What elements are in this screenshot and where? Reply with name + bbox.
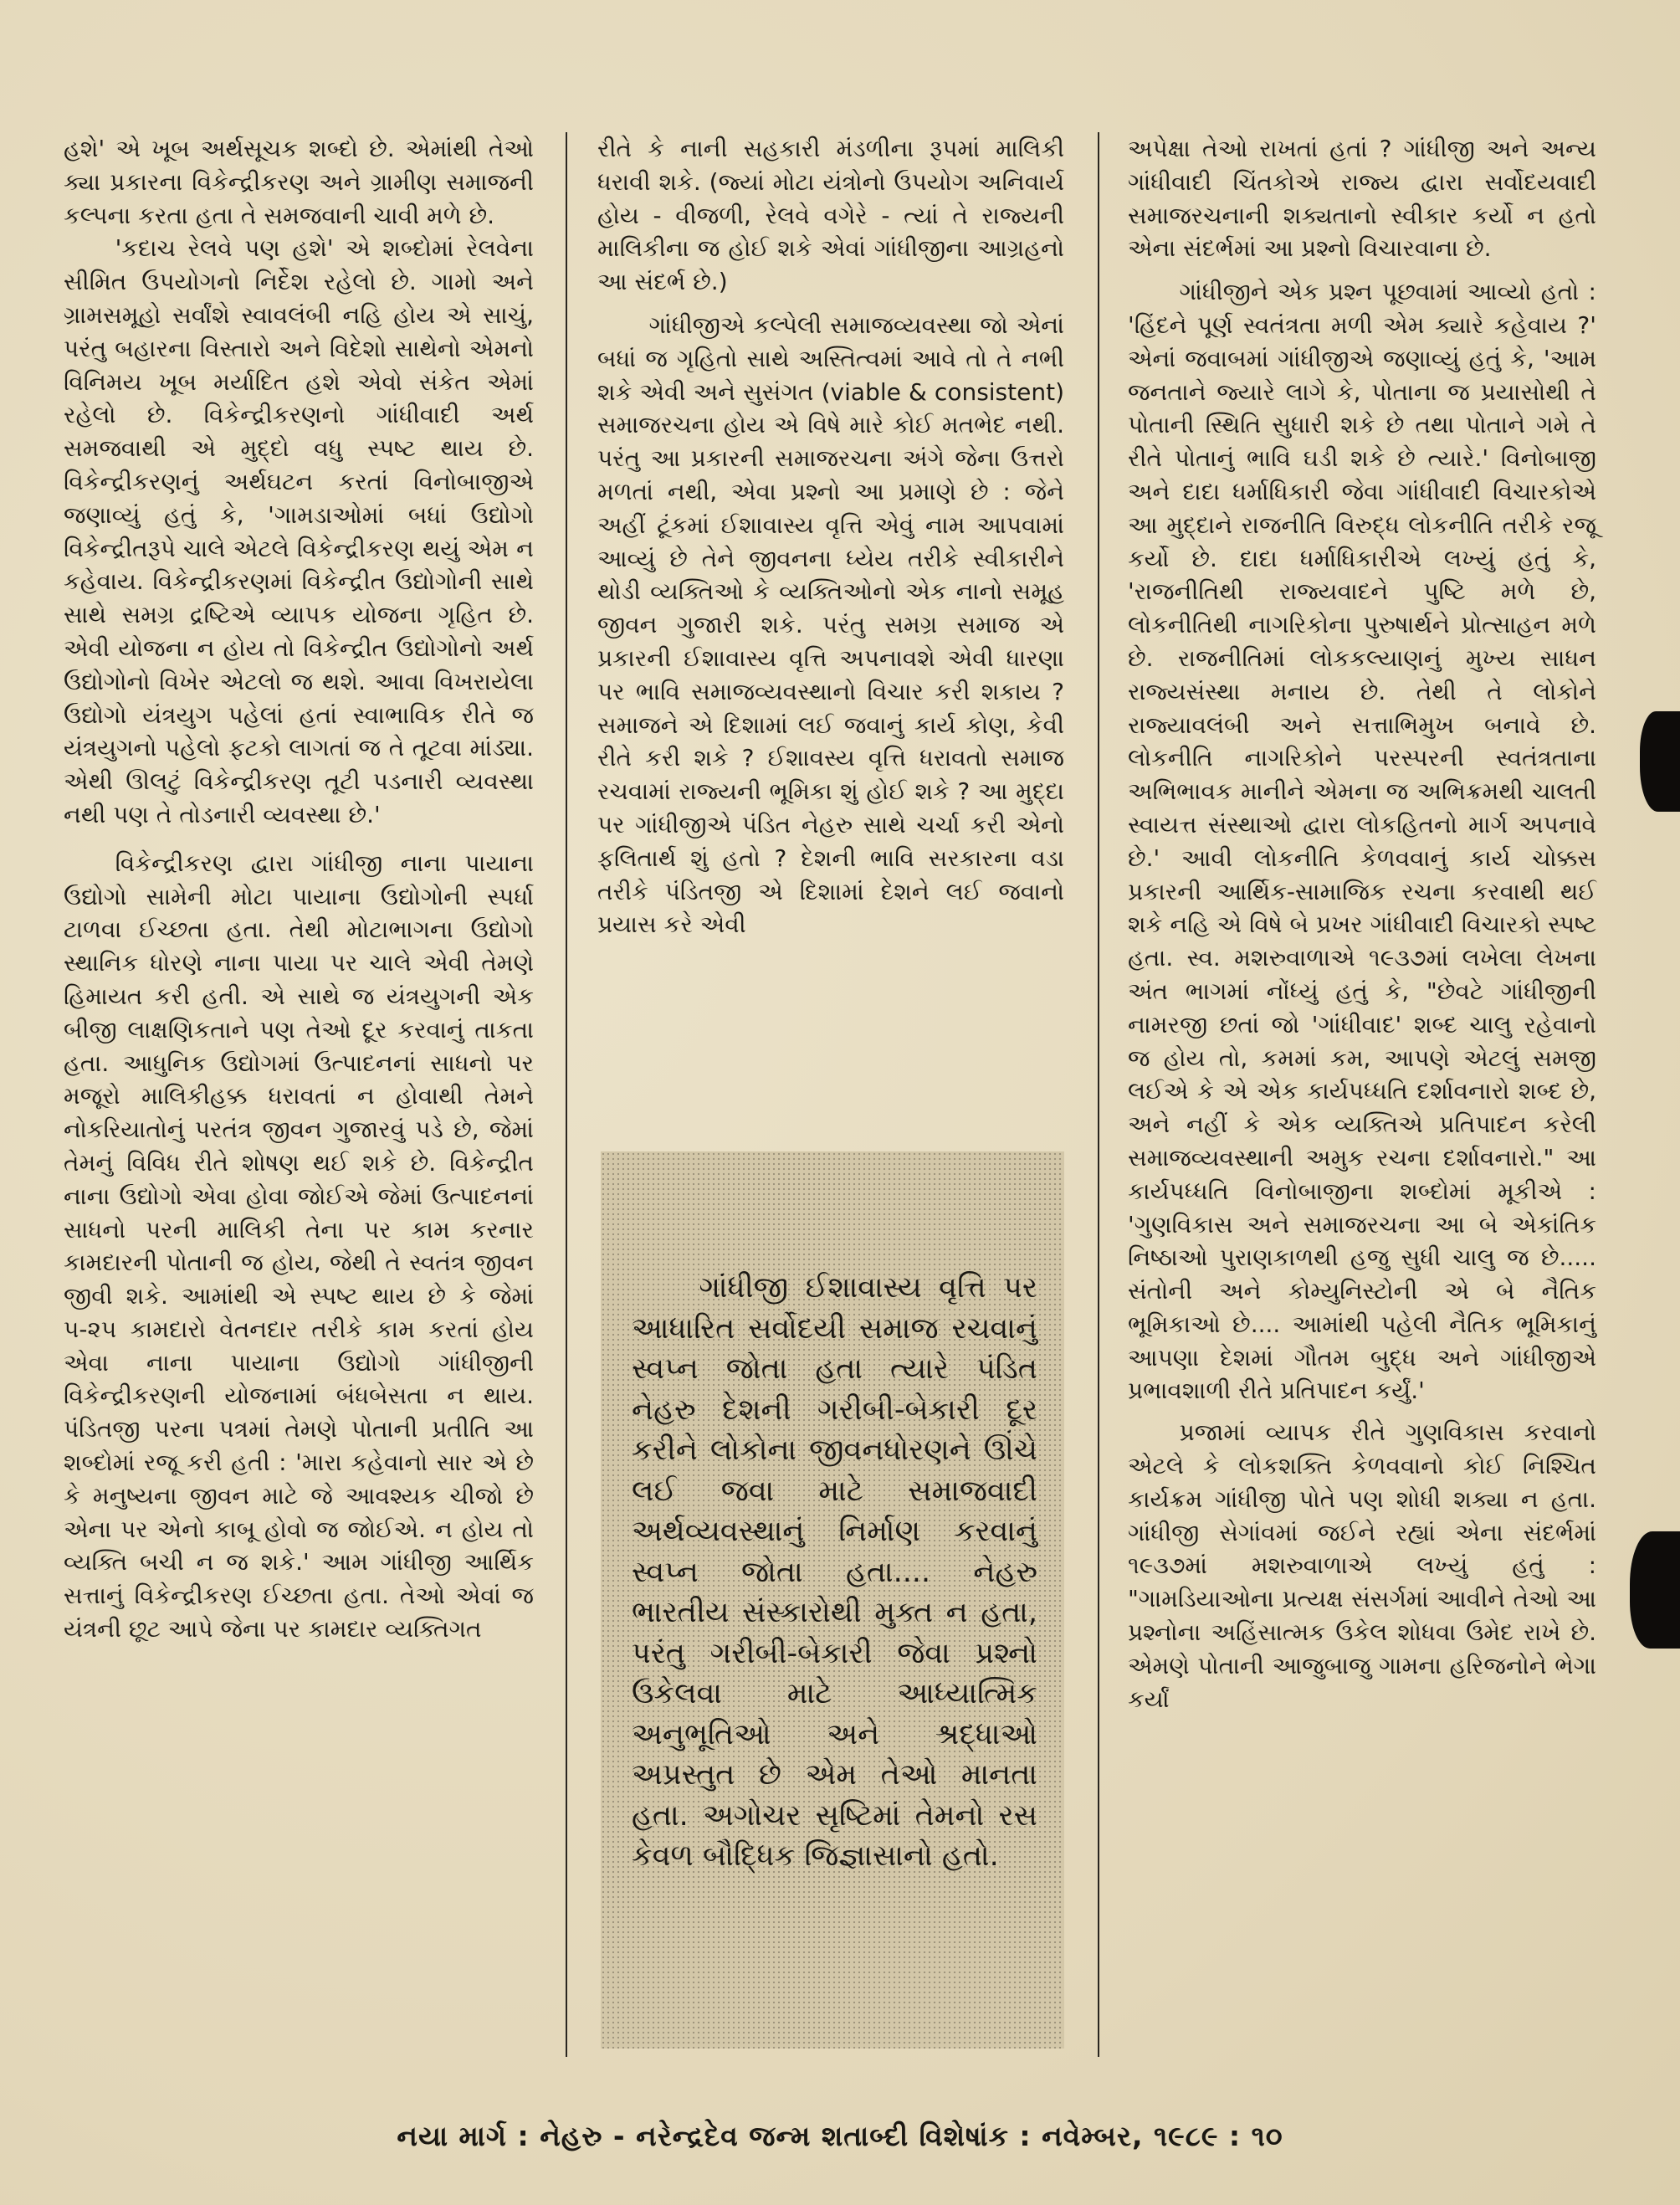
column1-paragraph-3: વિકેન્દ્રીકરણ દ્વારા ગાંધીજી નાના પાયાના ઉદ્યોગો સામેની મોટા પાયાના ઉદ્યોગોની સ્પર્ધા ટાળવા ઈચ્છતા હતા. તેથી મોટાભાગના ઉદ્યોગો સ્થાનિક ધોરણે નાના પાયા પર ચાલે એવી તેમણે હિમાયત કરી હતી. એ સાથે જ યંત્રયુગની એક બીજી લાક્ષણિકતાને પણ તેઓ દૂર કરવાનું તાકતા હતા. આધુનિક ઉદ્યોગમાં ઉત્પાદનનાં સાધનો પર મજૂરો માલિકીહક્ક ધરાવતાં ન હોવાથી તેમને નોકરિયાતોનું પરતંત્ર જીવન ગુજારવું પડે છે, જેમાં તેમનું વિવિધ રીતે શોષણ થઈ શકે છે. વિકેન્દ્રીત નાના ઉદ્યોગો એવા હોવા જોઈએ જેમાં ઉત્પાદનનાં સાધનો પરની માલિકી તેના પર કામ કરનાર કામદારની પોતાની જ હોય, જેથી તે સ્વતંત્ર જીવન જીવી શકે. આમાંથી એ સ્પષ્ટ થાય છે કે જેમાં ૫-૨૫ કામદારો વેતનદાર તરીકે કામ કરતાં હોય એવા નાના પાયાના ઉદ્યોગો ગાંધીજીની વિકેન્દ્રીકરણની યોજનામાં બંધબેસતા ન થાય. પંડિતજી પરના પત્રમાં તેમણે પોતાની પ્રતીતિ આ શબ્દોમાં રજૂ કરી હતી : 'મારા કહેવાનો સાર એ છે કે મનુષ્યના જીવન માટે જે આવશ્યક ચીજો છે એના પર એનો કાબૂ હોવો જ જોઈએ. ન હોય તો વ્યક્તિ બચી ન જ શકે.' આમ ગાંધીજી આર્થિક સત્તાનું વિકેન્દ્રીકરણ ઈચ્છતા હતા. તેઓ એવાં જ યંત્રની છૂટ આપે જેના પર કામદાર વ્યક્તિગત: [64, 849, 534, 1643]
column1-paragraph-2: 'કદાચ રેલવે પણ હશે' એ શબ્દોમાં રેલવેના સીમિત ઉપયોગનો નિર્દેશ રહેલો છે. ગામો અને ગ્રામસમૂહો સર્વાંશે સ્વાવલંબી નહિ હોય એ સાચું, પરંતુ બહારના વિસ્તારો અને વિદેશો સાથેનો એમનો વિનિમય ખૂબ મર્યાદિત હશે એવો સંકેત એમાં રહેલો છે. વિકેન્દ્રીકરણનો ગાંધીવાદી અર્થ સમજવાથી એ મુદ્દો વધુ સ્પષ્ટ થાય છે. વિકેન્દ્રીકરણનું અર્થઘટન કરતાં વિનોબાજીએ જણાવ્યું હતું કે, 'ગામડાઓમાં બધાં ઉદ્યોગો વિકેન્દ્રીતરૂપે ચાલે એટલે વિકેન્દ્રીકરણ થયું એમ ન કહેવાય. વિકેન્દ્રીકરણમાં વિકેન્દ્રીત ઉદ્યોગોની સાથે સાથે સમગ્ર દ્રષ્ટિએ વ્યાપક યોજના ગૃહિત છે. એવી યોજના ન હોય તો વિકેન્દ્રીત ઉદ્યોગોનો અર્થ ઉદ્યોગોનો વિખેર એટલો જ થશે. આવા વિખરાયેલા ઉદ્યોગો યંત્રયુગ પહેલાં હતાં સ્વાભાવિક રીતે જ યંત્રયુગનો પહેલો ફટકો લાગતાં જ તે તૂટવા માંડ્યા. એથી ઊલટું વિકેન્દ્રીકરણ તૂટી પડનારી વ્યવસ્થા નથી પણ તે તોડનારી વ્યવસ્થા છે.': [64, 234, 534, 828]
column3-paragraph-3: પ્રજામાં વ્યાપક રીતે ગુણવિકાસ કરવાનો એટલે કે લોકશક્તિ કેળવવાનો કોઈ નિશ્ચિત કાર્યક્રમ ગાંધીજી પોતે પણ શોધી શક્યા ન હતા. ગાંધીજી સેગાંવમાં જઈને રહ્યાં એના સંદર્ભમાં ૧૯૩૭માં મશરુવાળાએ લખ્યું હતું : "ગામડિયાઓના પ્રત્યક્ષ સંસર્ગમાં આવીને તેઓ આ પ્રશ્નોના અહિંસાત્મક ઉકેલ શોધવા ઉમેદ રાખે છે. એમણે પોતાની આજુબાજુ ગામના હરિજનોને ભેગા કર્યાં: [1128, 1418, 1596, 1713]
pull-quote-text: ગાંધીજી ઈશાવાસ્ય વૃત્તિ પર આધારિત સર્વોદયી સમાજ રચવાનું સ્વપ્ન જોતા હતા ત્યારે પંડિત નેહરુ દેશની ગરીબી-બેકારી દૂર કરીને લોકોના જીવનધોરણને ઊંચે લઈ જવા માટે સમાજવાદી અર્થવ્યવસ્થાનું નિર્માણ કરવાનું સ્વપ્ન જોતા હતા.... નેહરુ ભારતીય સંસ્કારોથી મુક્ત ન હતા, પરંતુ ગરીબી-બેકારી જેવા પ્રશ્નો ઉકેલવા માટે આધ્યાત્મિક અનુભૂતિઓ અને શ્રદ્ધાઓ અપ્રસ્તુત છે એમ તેઓ માનતા હતા. અગોચર સૃષ્ટિમાં તેમનો રસ કેવળ બૌદ્ધિક જિજ્ઞાસાનો હતો.: [632, 1271, 1037, 1873]
column2-paragraph-2: ગાંધીજીએ કલ્પેલી સમાજવ્યવસ્થા જો એનાં બધાં જ ગૃહિતો સાથે અસ્તિત્વમાં આવે તો તે નભી શકે એવી અને સુસંગત (viable & consistent) સમાજરચના હોય એ વિષે મારે કોઈ મતભેદ નથી. પરંતુ આ પ્રકારની સમાજરચના અંગે જેના ઉત્તરો મળતાં નથી, એવા પ્રશ્નો આ પ્રમાણે છે : જેને અહીં ટૂંકમાં ઈશાવાસ્ય વૃત્તિ એવું નામ આપવામાં આવ્યું છે તેને જીવનના ધ્યેય તરીકે સ્વીકારીને થોડી વ્યક્તિઓ કે વ્યક્તિઓનો એક નાનો સમૂહ જીવન ગુજારી શકે. પરંતુ સમગ્ર સમાજ એ પ્રકારની ઈશાવાસ્ય વૃત્તિ અપનાવશે એવી ધારણા પર ભાવિ સમાજવ્યવસ્થાનો વિચાર કરી શકાય ? સમાજને એ દિશામાં લઈ જવાનું કાર્ય કોણ, કેવી રીતે કરી શકે ? ઈશાવસ્ય વૃત્તિ ધરાવતો સમાજ રચવામાં રાજ્યની ભૂમિકા શું હોઈ શકે ? આ મુદ્દા પર ગાંધીજીએ પંડિત નેહરુ સાથે ચર્ચા કરી એનો ફલિતાર્થ શું હતો ? દેશની ભાવિ સરકારના વડા તરીકે પંડિતજી એ દિશામાં દેશને લઈ જવાનો પ્રયાસ કરે એવી: [597, 310, 1064, 939]
page-footer: નયા માર્ગ : નેહરુ - નરેન્દ્રદેવ જન્મ શતાબ્દી વિશેષાંક : નવેમ્બર, ૧૯૮૯ : ૧૦: [397, 2120, 1283, 2152]
text-column-3: [1128, 132, 1596, 1715]
column3-paragraph-1: અપેક્ષા તેઓ રાખતાં હતાં ? ગાંધીજી અને અન્ય ગાંધીવાદી ચિંતકોએ રાજ્ય દ્વારા સર્વોદયવાદી સમાજરચનાની શક્યતાનો સ્વીકાર કર્યો ન હતો એના સંદર્ભમાં આ પ્રશ્નો વિચારવાના છે.: [1128, 135, 1596, 263]
pull-quote: [632, 1268, 1037, 1877]
text-column-2: [597, 132, 1064, 941]
text-column-1: [64, 132, 534, 1646]
column3-paragraph-2: ગાંધીજીને એક પ્રશ્ન પૂછવામાં આવ્યો હતો : 'હિંદને પૂર્ણ સ્વતંત્રતા મળી એમ ક્યારે કહેવાય ?' એનાં જવાબમાં ગાંધીજીએ જણાવ્યું હતું કે, 'આમ જનતાને જ્યારે લાગે કે, પોતાના જ પ્રયાસોથી તે પોતાની સ્થિતિ સુધારી શકે છે તથા પોતાને ગમે તે રીતે પોતાનું ભાવિ ઘડી શકે છે ત્યારે.' વિનોબાજી અને દાદા ધર્માધિકારી જેવા ગાંધીવાદી વિચારકોએ આ મુદ્દાને રાજનીતિ વિરુદ્ધ લોકનીતિ તરીકે રજૂ કર્યો છે. દાદા ધર્માધિકારીએ લખ્યું હતું કે, 'રાજનીતિથી રાજ્યવાદને પુષ્ટિ મળે છે, લોકનીતિથી નાગરિકોના પુરુષાર્થને પ્રોત્સાહન મળે છે. રાજનીતિમાં લોકકલ્યાણનું મુખ્ય સાધન રાજ્યસંસ્થા મનાય છે. તેથી તે લોકોને રાજ્યાવલંબી અને સત્તાભિમુખ બનાવે છે. લોકનીતિ નાગરિકોને પરસ્પરની સ્વતંત્રતાના અભિભાવક માનીને એમના જ અભિક્રમથી ચાલતી સ્વાયત્ત સંસ્થાઓ દ્વારા લોકહિતનો માર્ગ અપનાવે છે.' આવી લોકનીતિ કેળવવાનું કાર્ય ચોક્કસ પ્રકારની આર્થિક-સામાજિક રચના કરવાથી થઈ શકે નહિ એ વિષે બે પ્રખર ગાંધીવાદી વિચારકો સ્પષ્ટ હતા. સ્વ. મશરુવાળાએ ૧૯૩૭માં લખેલા લેખના અંત ભાગમાં નોંધ્યું હતું કે, "છેવટે ગાંધીજીની નામરજી છતાં જો 'ગાંધીવાદ' શબ્દ ચાલુ રહેવાનો જ હોય તો, કમમાં કમ, આપણે એટલું સમજી લઈએ કે એ એક કાર્યપધ્ધતિ દર્શાવનારો શબ્દ છે, અને નહીં કે એક વ્યક્તિએ પ્રતિપાદન કરેલી સમાજવ્યવસ્થાની અમુક રચના દર્શાવનારો." આ કાર્યપધ્ધતિ વિનોબાજીના શબ્દોમાં મૂકીએ : 'ગુણવિકાસ અને સમાજરચના આ બે એકાંતિક નિષ્ઠાઓ પુરાણકાળથી હજુ સુધી ચાલુ જ છે..... સંતોની અને કોમ્યુનિસ્ટોની એ બે નૈતિક ભૂમિકાઓ છે.... આમાંથી પહેલી નૈતિક ભૂમિકાનું આપણા દેશમાં ગૌતમ બુદ્ધ અને ગાંધીજીએ પ્રભાવશાળી રીતે પ્રતિપાદન કર્યું.': [1128, 278, 1596, 1405]
column1-paragraph-1: હશે' એ ખૂબ અર્થસૂચક શબ્દો છે. એમાંથી તેઓ ક્યા પ્રકારના વિકેન્દ્રીકરણ અને ગ્રામીણ સમાજની કલ્પના કરતા હતા તે સમજવાની ચાવી મળે છે.: [64, 135, 534, 229]
page-damage-mark: [1630, 1531, 1680, 1649]
column-divider-2: [1098, 132, 1099, 2057]
column-divider-1: [566, 132, 567, 2057]
column2-paragraph-1: રીતે કે નાની સહકારી મંડળીના રૂપમાં માલિકી ધરાવી શકે. (જ્યાં મોટા યંત્રોનો ઉપયોગ અનિવાર્ય હોય - વીજળી, રેલવે વગેરે - ત્યાં તે રાજ્યની માલિકીના જ હોઈ શકે એવાં ગાંધીજીના આગ્રહનો આ સંદર્ભ છે.): [597, 135, 1064, 296]
page-damage-mark: [1640, 711, 1680, 812]
